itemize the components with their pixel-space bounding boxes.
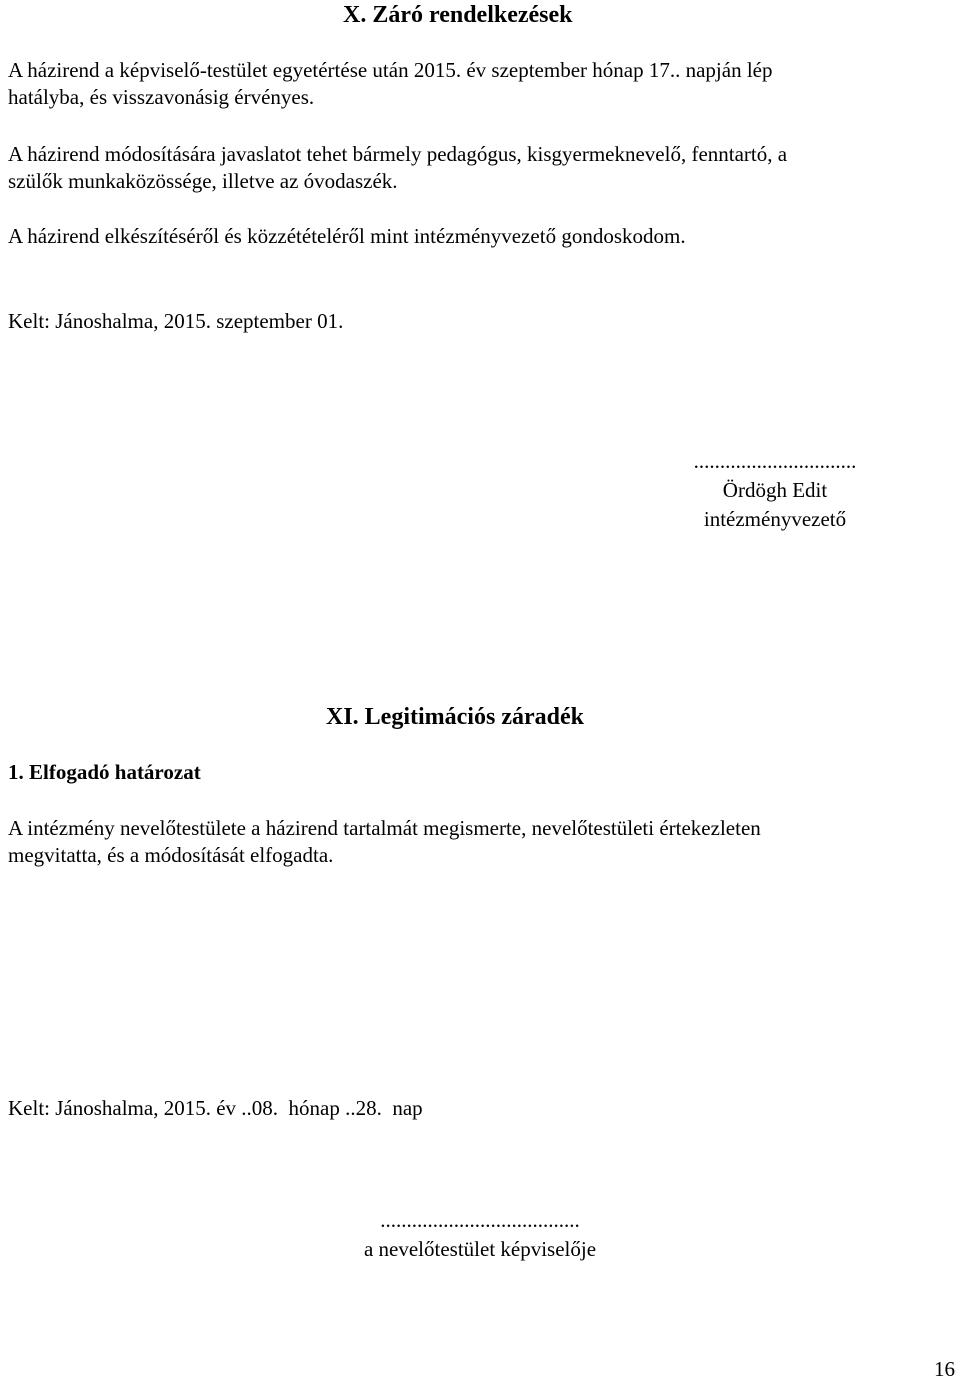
section-10-dated: Kelt: Jánoshalma, 2015. szeptember 01. [8, 309, 344, 333]
principal-signature-block [690, 447, 860, 534]
effective-date-paragraph-line-1: A házirend a képviselő-testület egyetértése után 2015. év szeptember hónap 17.. napján lép [8, 58, 773, 82]
signature-dots: ...................................... [380, 1208, 580, 1232]
signature-role: a nevelőtestület képviselője [363, 1237, 597, 1261]
section-11-title: XI. Legitimációs záradék [326, 704, 584, 730]
section-11-dated: Kelt: Jánoshalma, 2015. év ..08. hónap ..28. nap [8, 1096, 423, 1120]
signature-role: intézményvezető [703, 507, 847, 531]
signature-name: Ördögh Edit [722, 478, 828, 502]
amendment-paragraph-line-1: A házirend módosítására javaslatot tehet bármely pedagógus, kisgyermeknevelő, fenntartó, a [8, 142, 788, 166]
signature-dots: ............................... [693, 449, 857, 473]
page-number: 16 [934, 1357, 955, 1381]
resolution-subtitle: 1. Elfogadó határozat [8, 760, 201, 784]
staff-representative-signature-block [330, 1206, 630, 1264]
legitimation-paragraph-line-2: megvitatta, és a módosítását elfogadta. [8, 843, 334, 867]
effective-date-paragraph-line-2: hatályba, és visszavonásig érvényes. [8, 85, 315, 109]
legitimation-paragraph-line-1: A intézmény nevelőtestülete a házirend tartalmát megismerte, nevelőtestületi értekezleten [8, 816, 761, 840]
section-10-title: X. Záró rendelkezések [343, 2, 573, 28]
amendment-paragraph-line-2: szülők munkaközössége, illetve az óvodaszék. [8, 169, 398, 193]
responsibility-paragraph: A házirend elkészítéséről és közzétételéről mint intézményvezető gondoskodom. [8, 224, 686, 248]
